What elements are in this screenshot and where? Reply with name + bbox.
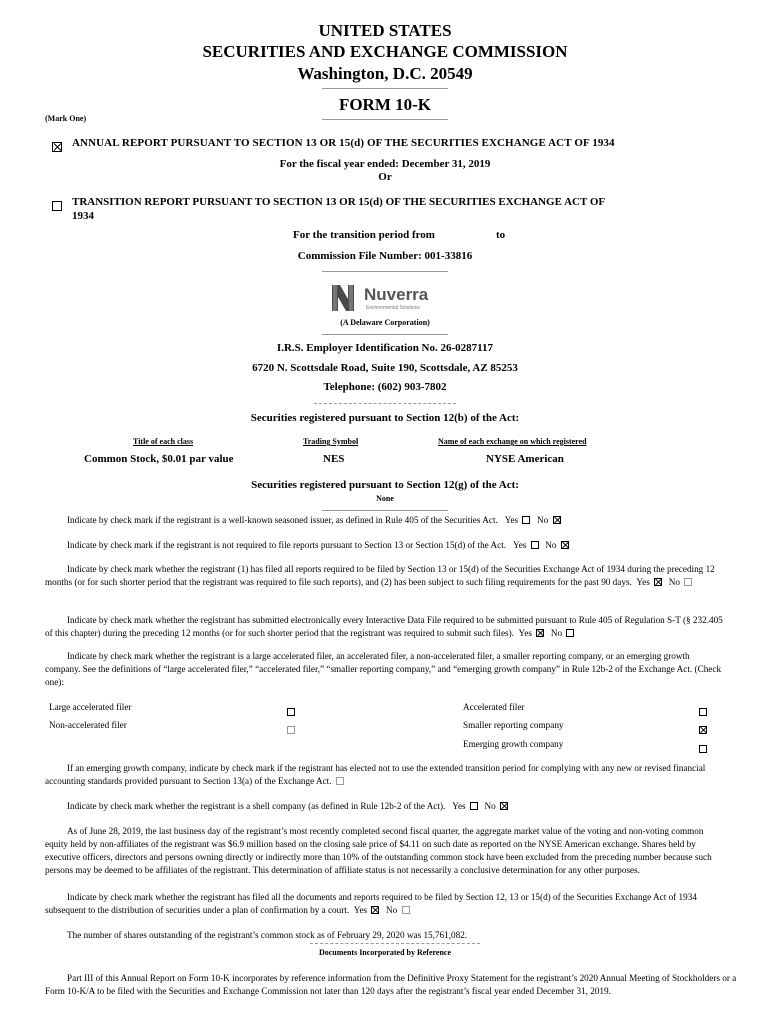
large-accelerated-checkbox[interactable] (285, 702, 297, 720)
yes-label: Yes (353, 905, 368, 915)
no-label: No (386, 905, 398, 915)
smaller-reporting-checkbox[interactable] (697, 720, 709, 738)
not-required-line (67, 539, 571, 552)
interactive-data-paragraph (45, 614, 725, 640)
fiscal-year: For the fiscal year ended: December 31, 2019 (279, 158, 491, 170)
checkbox-checked-icon (699, 726, 707, 734)
bankruptcy-text: Indicate by check mark whether the registrant has filed all the documents and reports required to be filed by Section 12, 13 or 15(d) of the Securities Exchange Act of 1934 subsequent to the distribution of securities under a plan of confirmation by a court. (45, 892, 697, 915)
yes-label: Yes (504, 515, 519, 525)
transition-report-text: TRANSITION REPORT PURSUANT TO SECTION 13 OR 15(d) OF THE SECURITIES EXCHANGE ACT OF (72, 196, 606, 208)
divider (322, 271, 448, 272)
smaller-reporting-label: Smaller reporting company (463, 720, 564, 730)
company-phone: Telephone: (602) 903-7802 (323, 381, 447, 393)
company-address: 6720 N. Scottsdale Road, Suite 190, Scottsdale, AZ 85253 (252, 362, 518, 374)
transition-report-year: 1934 (72, 210, 94, 222)
transition-report-checkbox[interactable] (50, 197, 64, 215)
wksi-no-checkbox[interactable] (553, 516, 561, 524)
checkbox-empty-icon (287, 726, 295, 734)
company-logo (330, 281, 440, 315)
logo-subtitle: Environmental Solutions (366, 305, 420, 311)
egc-text: If an emerging growth company, indicate by check mark if the registrant has elected not to use the extended transition period for complying with any new or revised financial accounting standards provided pursuant to Section 13(a) of the Exchange Act. (45, 763, 706, 786)
not-required-no-checkbox[interactable] (561, 541, 569, 549)
divider (322, 119, 448, 120)
divider (322, 510, 448, 511)
shell-no-checkbox[interactable] (500, 802, 508, 810)
exchange-name: NYSE American (486, 453, 564, 465)
irs-number: I.R.S. Employer Identification No. 26-0287117 (276, 342, 494, 354)
form-type: FORM 10-K (338, 95, 432, 114)
filer-type-paragraph: Indicate by check mark whether the registrant is a large accelerated filer, an accelerated filer, a non-accelerated filer, a smaller reporting company, or an emerging growth company. See the definitions of “large accelerated filer,” “accelerated filer,” “smaller reporting company,” and “emerging growth company” in Rule 12b-2 of the Exchange Act. (Check one): (45, 651, 722, 687)
non-accelerated-label: Non-accelerated filer (49, 720, 127, 730)
trading-symbol: NES (323, 453, 345, 465)
interactive-data-text: Indicate by check mark whether the registrant has submitted electronically every Interactive Data File required to be submitted pursuant to Rule 405 of Regulation S-T (§ 232.405 of this chapter) during the preceding 12 months (or for such shorter period that the registrant was required to submit such files). (45, 615, 723, 638)
market-value-paragraph: As of June 28, 2019, the last business day of the registrant’s most recently completed second fiscal quarter, the aggregate market value of the voting and non-voting common equity held by non-affiliates of the registrant was $6.9 million based on the closing sale price of $4.11 on such date as reported on the NYSE American exchange. Shares held by executive officers, directors and persons owning directly or indirectly more than 10% of the outstanding common stock have been excluded from the preceding number because such persons may be deemed to be affiliates of the registrant. This determination of affiliate status is not necessarily a conclusive determination for any other purposes. (45, 826, 712, 875)
col-exchange-name: Name of each exchange on which registered (438, 437, 587, 446)
not-required-yes-checkbox[interactable] (531, 541, 539, 549)
wksi-text: Indicate by check mark if the registrant is a well-known seasoned issuer, as defined in Rule 405 of the Securities Act. (67, 515, 498, 525)
documents-paragraph: Part III of this Annual Report on Form 10-K incorporates by reference information from the Definitive Proxy Statement for the registrant’s 2020 Annual Meeting of Stockholders or a Form 10-K/A to be filed with the Securities and Exchange Commission not later than 120 days after the registrant’s fiscal year ended December 31, 2019. (45, 973, 737, 996)
no-label: No (668, 577, 680, 587)
interactive-no-checkbox[interactable] (566, 629, 574, 637)
checkbox-empty-icon (52, 201, 62, 211)
divider (314, 403, 456, 404)
not-required-text: Indicate by check mark if the registrant is not required to file reports pursuant to Section 13 or Section 15(d) of the Act. (67, 540, 507, 550)
bankruptcy-no-checkbox[interactable] (402, 906, 410, 914)
filed-reports-yes-checkbox[interactable] (654, 578, 662, 586)
mark-one-label: (Mark One) (45, 114, 87, 123)
incorporation: (A Delaware Corporation) (340, 318, 430, 327)
no-label: No (545, 540, 557, 550)
commission-file-number: Commission File Number: 001-33816 (297, 250, 473, 262)
col-title-of-class: Title of each class (133, 437, 194, 446)
yes-label: Yes (512, 540, 527, 550)
yes-label: Yes (518, 628, 532, 638)
or-label: Or (378, 171, 392, 183)
non-accelerated-checkbox[interactable] (285, 720, 297, 738)
title-united-states: UNITED STATES (318, 21, 452, 40)
checkbox-empty-icon (287, 708, 295, 716)
no-label: No (536, 515, 549, 525)
title-washington: Washington, D.C. 20549 (297, 64, 473, 83)
filed-reports-paragraph (45, 563, 725, 589)
egc-paragraph (45, 762, 725, 788)
shell-company-line (67, 800, 510, 813)
divider (310, 943, 480, 944)
large-accelerated-label: Large accelerated filer (49, 702, 132, 712)
col-trading-symbol: Trading Symbol (303, 437, 359, 446)
accelerated-label: Accelerated filer (463, 702, 525, 712)
filed-reports-no-checkbox[interactable] (684, 578, 692, 586)
no-label: No (484, 801, 496, 811)
checkbox-empty-icon (699, 745, 707, 753)
shares-outstanding: The number of shares outstanding of the registrant’s common stock as of February 29, 2020 was 15,761,082. (67, 930, 468, 940)
yes-label: Yes (636, 577, 650, 587)
accelerated-checkbox[interactable] (697, 702, 709, 720)
section-12g-heading: Securities registered pursuant to Section 12(g) of the Act: (251, 479, 519, 491)
checkbox-empty-icon (699, 708, 707, 716)
emerging-growth-checkbox[interactable] (697, 739, 709, 757)
checkbox-checked-icon (52, 142, 62, 152)
divider (322, 88, 448, 89)
annual-report-checkbox[interactable] (50, 138, 64, 156)
shell-company-text: Indicate by check mark whether the registrant is a shell company (as defined in Rule 12b-2 of the Act). (67, 801, 446, 811)
shell-yes-checkbox[interactable] (470, 802, 478, 810)
transition-period-to: to (496, 229, 506, 241)
logo-name: Nuverra (364, 285, 429, 304)
bankruptcy-paragraph (45, 891, 735, 917)
no-label: No (550, 628, 563, 638)
wksi-yes-checkbox[interactable] (522, 516, 530, 524)
interactive-yes-checkbox[interactable] (536, 629, 544, 637)
wksi-line (67, 514, 563, 527)
divider (322, 334, 448, 335)
transition-period-label: For the transition period from (293, 229, 435, 241)
section-12b-heading: Securities registered pursuant to Section 12(b) of the Act: (250, 412, 520, 424)
section-12g-value: None (376, 494, 394, 503)
bankruptcy-yes-checkbox[interactable] (371, 906, 379, 914)
security-title: Common Stock, $0.01 par value (84, 453, 234, 465)
yes-label: Yes (452, 801, 466, 811)
filed-reports-text: Indicate by check mark whether the registrant (1) has filed all reports required to be filed by Section 13 or 15(d) of the Securities Exchange Act of 1934 during the preceding 12 months (or for such shorter period that the registrant was required to file such reports), and (2) has been subject to such filing requirements for the past 90 days. (45, 564, 715, 587)
emerging-growth-label: Emerging growth company (463, 739, 564, 749)
annual-report-text: ANNUAL REPORT PURSUANT TO SECTION 13 OR 15(d) OF THE SECURITIES EXCHANGE ACT OF 1934 (72, 137, 615, 149)
documents-heading: Documents Incorporated by Reference (318, 948, 452, 957)
title-sec: SECURITIES AND EXCHANGE COMMISSION (202, 42, 568, 61)
egc-checkbox[interactable] (336, 777, 344, 785)
